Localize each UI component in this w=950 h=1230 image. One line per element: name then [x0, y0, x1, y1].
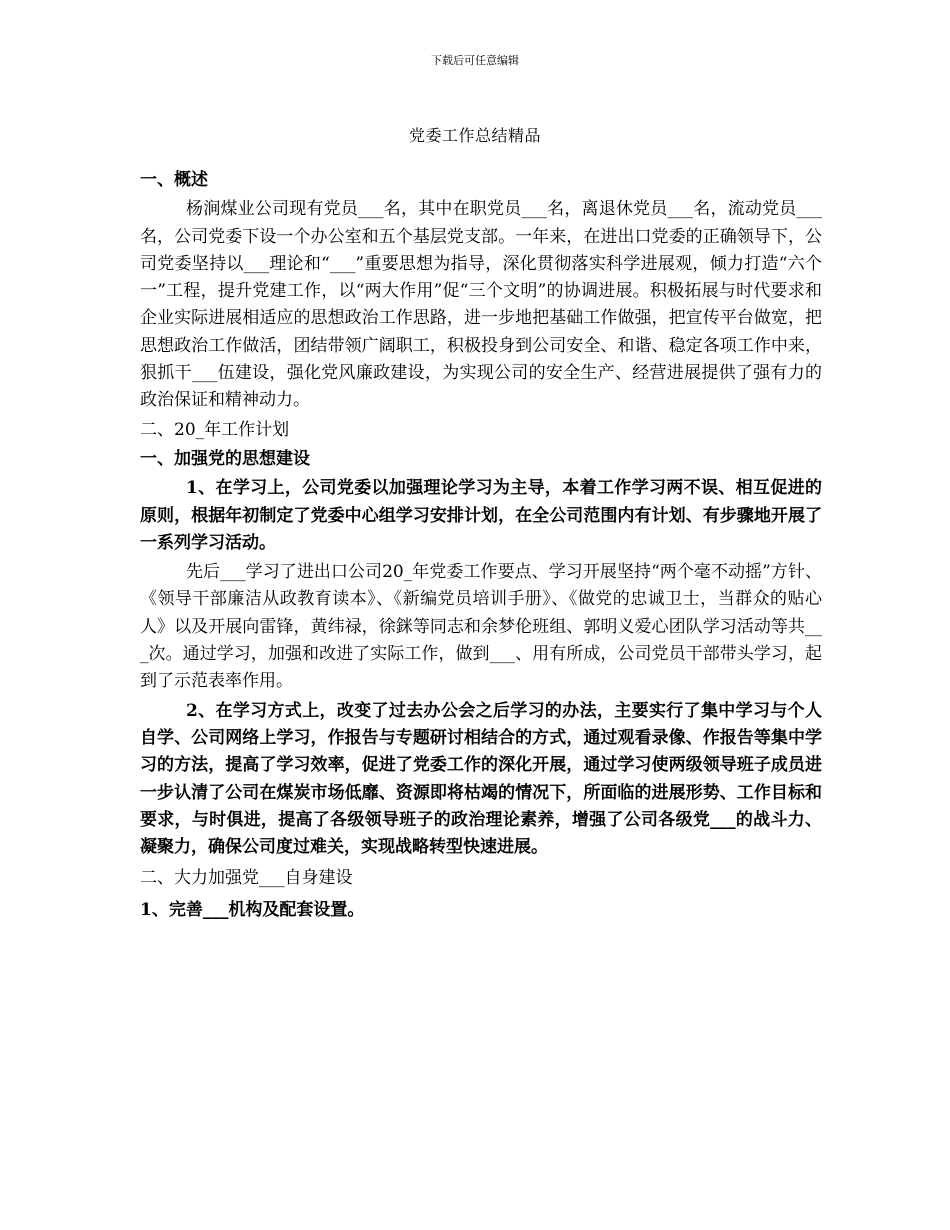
plan-heading: 二、20_年工作计划 [140, 419, 290, 440]
document-body [140, 167, 822, 924]
item-2-paragraph: 2、在学习方式上，改变了过去办公会之后学习的办法，主要实行了集中学习与个人自学、公司网络上学习，作报告与专题研讨相结合的方式，通过观看录像、作报告等集中学习的方法，提高了学习效率，促进了党委工作的深化开展，通过学习使两级领导班子成员进一步认清了公司在煤炭市场低靡、资源即将枯竭的情况下，所面临的进展形势、工作目标和要求，与时俱进，提高了各级领导班子的政治理论素养，增强了公司各级党___的战斗力、凝聚力，确保公司度过难关，实现战略转型快速进展。 [140, 700, 822, 858]
item-3-heading: 1、完善___机构及配套设置。 [140, 899, 365, 920]
item-1-paragraph: 1、在学习上，公司党委以加强理论学习为主导，本着工作学习两不误、相互促进的原则，根据年初制定了党委中心组学习安排计划，在全公司范围内有计划、有步骤地开展了一系列学习活动。 [140, 478, 822, 553]
header-note: 下载后可任意编辑 [431, 54, 519, 67]
overview-paragraph: 杨涧煤业公司现有党员___名，其中在职党员___名，离退休党员___名，流动党员___名，公司党委下设一个办公室和五个基层党支部。一年来，在进出口党委的正确领导下，公司党委坚持以___理论和“___”重要思想为指导，深化贯彻落实科学进展观，倾力打造“六个一”工程，提升党建工作，以“两大作用”促“三个文明”的协调进展。积极拓展与时代要求和企业实际进展相适应的思想政治工作思路，进一步地把基础工作做强，把宣传平台做宽，把思想政治工作做活，团结带领广阔职工，积极投身到公司安全、和谐、稳定各项工作中来，狠抓干___伍建设，强化党风廉政建设，为实现公司的安全生产、经营进展提供了强有力的政治保证和精神动力。 [140, 199, 822, 411]
subsection-2-heading: 二、大力加强党___自身建设 [140, 868, 353, 889]
overview-heading: 一、概述 [140, 170, 208, 190]
subsection-1-heading: 一、加强党的思想建设 [140, 448, 310, 469]
document-title: 党委工作总结精品 [408, 126, 541, 145]
study-paragraph: 先后___学习了进出口公司20_年党委工作要点、学习开展坚持“两个毫不动摇”方针、《领导干部廉洁从政教育读本》、《新编党员培训手册》、《做党的忠诚卫士，当群众的贴心人》以及开展向雷锋，黄纬禄，徐銤等同志和余梦伦班组、郭明义爱心团队学习活动等共___次。通过学习，加强和改进了实际工作，做到___、用有所成，公司党员干部带头学习，起到了示范表率作用。 [140, 562, 822, 692]
